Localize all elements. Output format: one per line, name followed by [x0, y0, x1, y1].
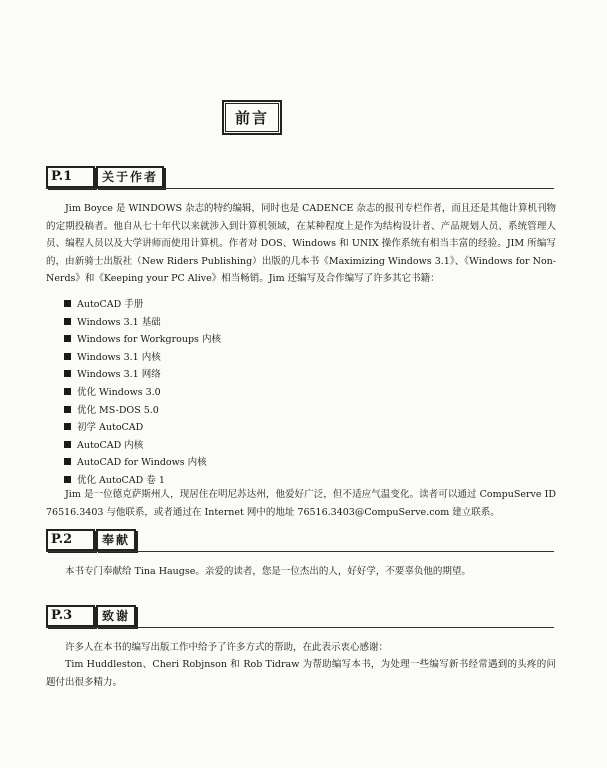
section-divider [46, 627, 554, 628]
book-list-item: AutoCAD 手册 [64, 296, 221, 314]
thanks-paragraph-1: 许多人在本书的编写出版工作中给予了许多方式的帮助，在此表示衷心感谢： [65, 642, 389, 653]
section-title: 致谢 [96, 605, 136, 627]
section-number: P.3 [46, 605, 95, 627]
bullet-square-icon [64, 441, 71, 448]
bullet-square-icon [64, 353, 71, 360]
section-number: P.2 [46, 529, 95, 551]
book-list-item: 优化 Windows 3.0 [64, 384, 221, 402]
book-list-item: 优化 MS-DOS 5.0 [64, 402, 221, 420]
bullet-square-icon [64, 423, 71, 430]
bullet-square-icon [64, 388, 71, 395]
page-title: 前言 [225, 103, 279, 132]
dedication-text: 本书专门奉献给 Tina Haugse。亲爱的读者，您是一位杰出的人，好好学，不要辜负他的期望。 [65, 566, 471, 577]
bullet-square-icon [64, 300, 71, 307]
book-list-item: Windows 3.1 网络 [64, 366, 221, 384]
section-number: P.1 [46, 166, 95, 188]
section-title: 关于作者 [96, 166, 164, 188]
bullet-square-icon [64, 476, 71, 483]
book-list-item: 优化 AutoCAD 卷 1 [64, 472, 221, 490]
book-list-item: 初学 AutoCAD [64, 419, 221, 437]
section-title: 奉献 [96, 529, 136, 551]
book-list-item: AutoCAD 内核 [64, 437, 221, 455]
bullet-square-icon [64, 406, 71, 413]
bullet-square-icon [64, 370, 71, 377]
bullet-square-icon [64, 458, 71, 465]
book-list [64, 296, 221, 490]
book-list-item: Windows 3.1 基础 [64, 314, 221, 332]
book-list-item: Windows 3.1 内核 [64, 349, 221, 367]
book-list-item: AutoCAD for Windows 内核 [64, 454, 221, 472]
page-title-box [222, 100, 282, 135]
bullet-square-icon [64, 318, 71, 325]
section-divider [46, 188, 554, 189]
bullet-square-icon [64, 335, 71, 342]
section-divider [46, 551, 554, 552]
book-list-item: Windows for Workgroups 内核 [64, 331, 221, 349]
about-author-intro: Jim Boyce 是 WINDOWS 杂志的特约编辑，同时也是 CADENCE 杂志的报刊专栏作者，而且还是其他计算机刊物的定期投稿者。他自从七十年代以来就涉入到计算机领域，在某种程度上是作为结构设计者、产品规划人员、系统管理人员、编程人员以及大学讲师而使用计算机。作者对 DOS、Windows 和 UNIX 操作系统有相当丰富的经验。JIM 所编写的，由新骑士出版社（New Riders Publishing）出版的几本书《Maximizing Windows 3.1》、《Windows for Non-Nerds》和《Keeping your PC Alive》相当畅销。Jim 还编写及合作编写了许多其它书籍： [46, 203, 556, 284]
thanks-paragraph-2: Tim Huddleston、Cheri Robjnson 和 Rob Tidraw 为帮助编写本书，为处理一些编写新书经常遇到的头疼的问题付出很多精力。 [46, 659, 556, 688]
about-author-outro: Jim 是一位德克萨斯州人，现居住在明尼苏达州，他爱好广泛，但不适应气温变化。读者可以通过 CompuServe ID 76516.3403 与他联系，或者通过在 Internet 网中的地址 76516.3403@CompuServe.com 建立联系。 [46, 489, 556, 518]
